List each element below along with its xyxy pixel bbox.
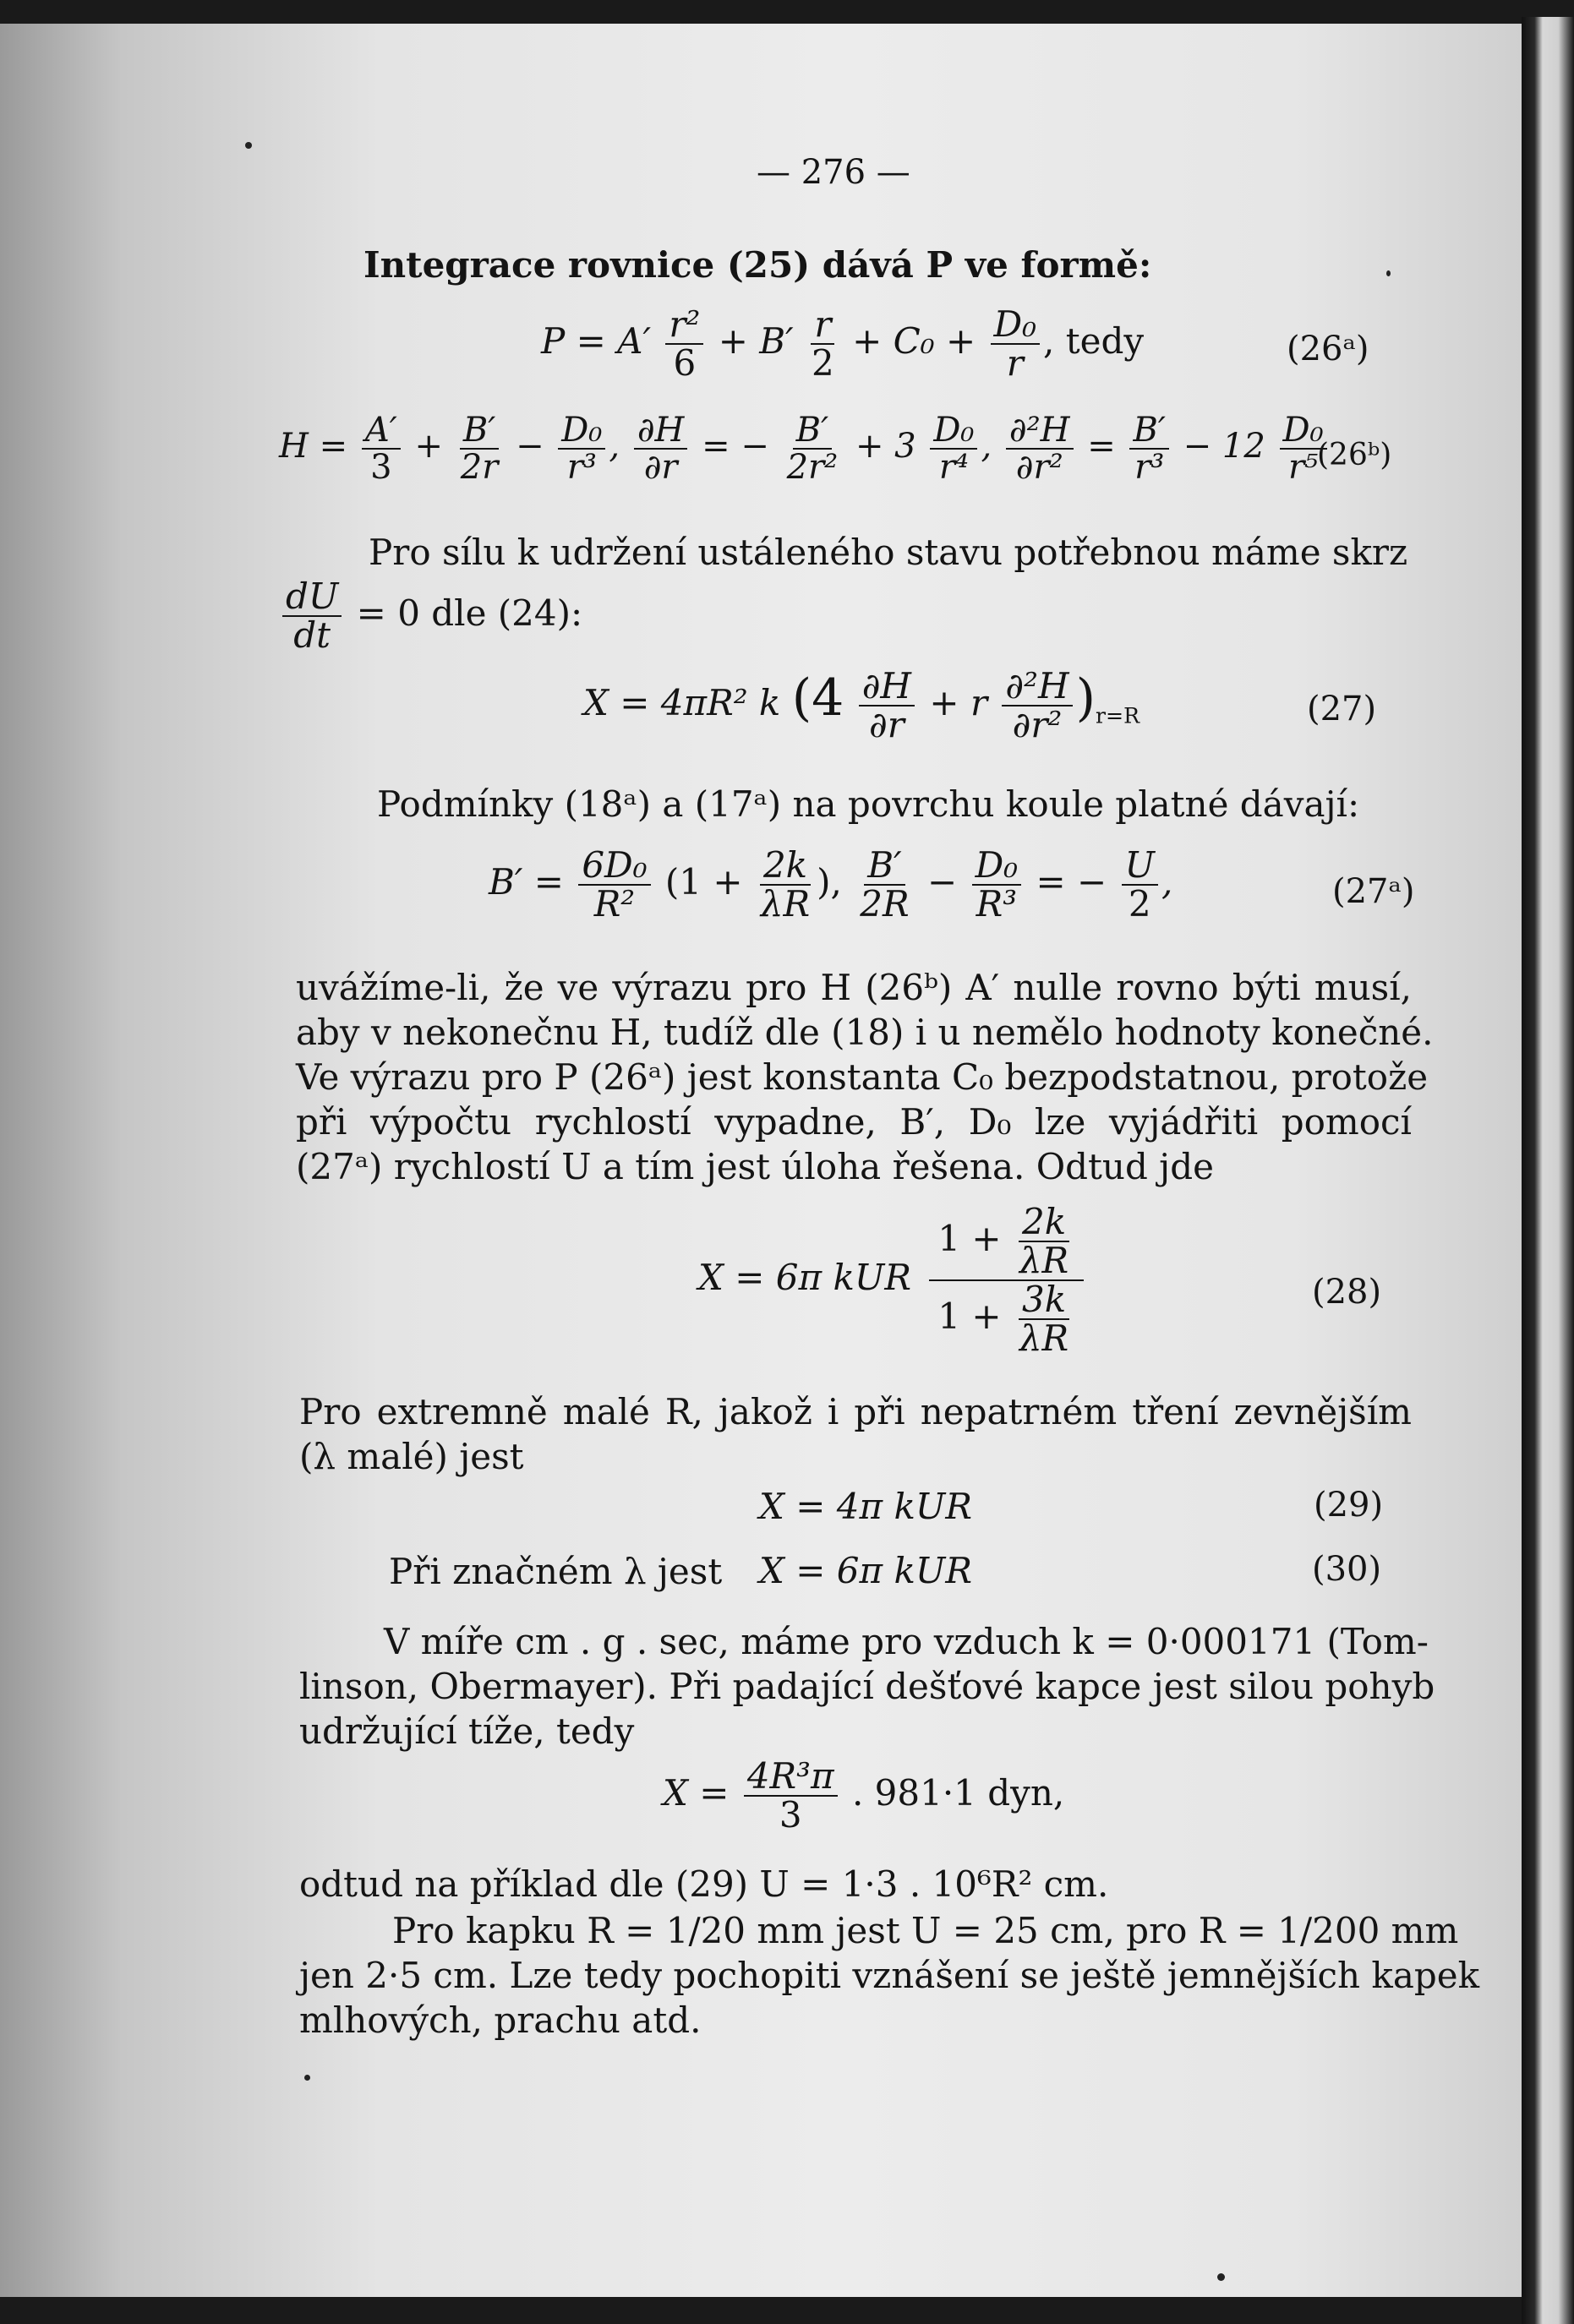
dust-speck (1386, 270, 1391, 276)
paragraph-2 (299, 1389, 1412, 1479)
text-line: Pro kapku R = 1/20 mm jest U = 25 cm, pro R = 1/200 mm (392, 1910, 1459, 1951)
text-line: aby v nekonečnu H, tudíž dle (18) i u nemělo hodnoty konečné. (296, 1012, 1434, 1053)
dust-speck (304, 2075, 310, 2081)
equation-27a: B′ = $\frac{\text{6D₀}}{\text{R²}}$ (1 + $\frac{2k}{\lambda R}$ ), $\frac{B'}{2R}$ − $\frac{\text{D₀}}{\text{R³}}$ = − $\frac{U}{2}$ , (489, 844, 1173, 925)
text-line: Pro extremně malé R, jakož i při nepatrném tření zevnějším (299, 1391, 1412, 1432)
equation-label-26b: (26ᵇ) (1317, 438, 1392, 472)
equation-30: X = 6π kUR (759, 1550, 972, 1591)
text-line: mlhových, prachu atd. (299, 1999, 702, 2041)
text-line: V míře cm . g . sec, máme pro vzduch k = 0·000171 (Tom- (384, 1621, 1429, 1662)
text-line: udržující tíže, tedy (299, 1710, 635, 1752)
dust-speck (1217, 2273, 1225, 2281)
equation-label-26a: (26ᵃ) (1287, 330, 1369, 368)
paragraph-1 (296, 965, 1434, 1189)
paragraph-4: odtud na příklad dle (29) U = 1·3 . 10⁶R² cm. (299, 1863, 1109, 1905)
conditions-line: Podmínky (18ᵃ) a (17ᵃ) na povrchu koule platné dávají: (377, 783, 1360, 825)
text-line: (27ᵃ) rychlostí U a tím jest úloha řešena. Odtud jde (296, 1146, 1214, 1187)
force-line: Pro sílu k udržení ustáleného stavu potřebnou máme skrz (369, 532, 1408, 573)
du-dt-condition: $\frac{dU}{dt}$ = 0 dle (24): (279, 578, 582, 654)
text-line: uvážíme-li, že ve výrazu pro H (26ᵇ) A′ nulle rovno býti musí, (296, 967, 1412, 1008)
equation-label-28: (28) (1312, 1273, 1382, 1312)
equation-26a: P = A′ $\frac{\text{r²}}{6}$ + B′ $\frac{r}{2}$ + C₀ + $\frac{\text{D₀}}{r}$ , tedy (541, 303, 1145, 385)
intro-line: Integrace rovnice (25) dává P ve formě: (363, 244, 1152, 286)
equation-label-27a: (27ᵃ) (1332, 872, 1415, 911)
text-line: linson, Obermayer). Při padající dešťové kapce jest silou pohyb (299, 1666, 1435, 1707)
equation-27: X = 4πR² k (4 $\frac{\partial H}{\partial r}$ + r $\frac{\text{∂²H}}{\text{∂r²}}$ )$_{r=R}$ (583, 665, 1140, 746)
dust-speck (245, 142, 252, 149)
equation-29: X = 4π kUR (759, 1486, 972, 1527)
equation-28: X = 6π kUR 1 + $\frac{2k}{\lambda R}$ 1 + $\frac{3k}{\lambda R}$ (698, 1203, 1087, 1357)
paragraph-3 (299, 1619, 1435, 1754)
equation-label-27: (27) (1307, 690, 1377, 728)
text-line: Ve výrazu pro P (26ᵃ) jest konstanta C₀ bezpodstatnou, protože (296, 1056, 1429, 1098)
page-number: — 276 — (757, 153, 910, 192)
eq30-prefix: Při značném λ jest (389, 1551, 723, 1592)
equation-26b: H = $\frac{A'}{3}$ + $\frac{B'}{2r}$ − $\frac{\text{D₀}}{\text{r³}}$ , $\frac{\partial H}{\partial r}$ = − $\frac{B'}{\text{2r²}}$ + 3 $\frac{\text{D₀}}{\text{r⁴}}$ , $\frac{\text{∂²H}}{\text{∂r²}}$ = $\frac{B'}{\text{r³}}$ − 12 $\frac{\text{D₀}}{\text{r⁵}}$ (279, 412, 1331, 485)
equation-weight: X = $\frac{\text{4R³π}}{3}$ . 981·1 dyn, (663, 1755, 1065, 1836)
text-line: (λ malé) jest (299, 1436, 524, 1477)
text-line: při výpočtu rychlostí vypadne, B′, D₀ lze vyjádřiti pomocí (296, 1101, 1412, 1143)
book-edge (1522, 17, 1574, 2324)
equation-label-29: (29) (1314, 1486, 1384, 1525)
paragraph-5 (299, 1908, 1480, 2043)
equation-label-30: (30) (1312, 1550, 1382, 1589)
text-line: jen 2·5 cm. Lze tedy pochopiti vznášení se ještě jemnějších kapek (299, 1955, 1480, 1996)
